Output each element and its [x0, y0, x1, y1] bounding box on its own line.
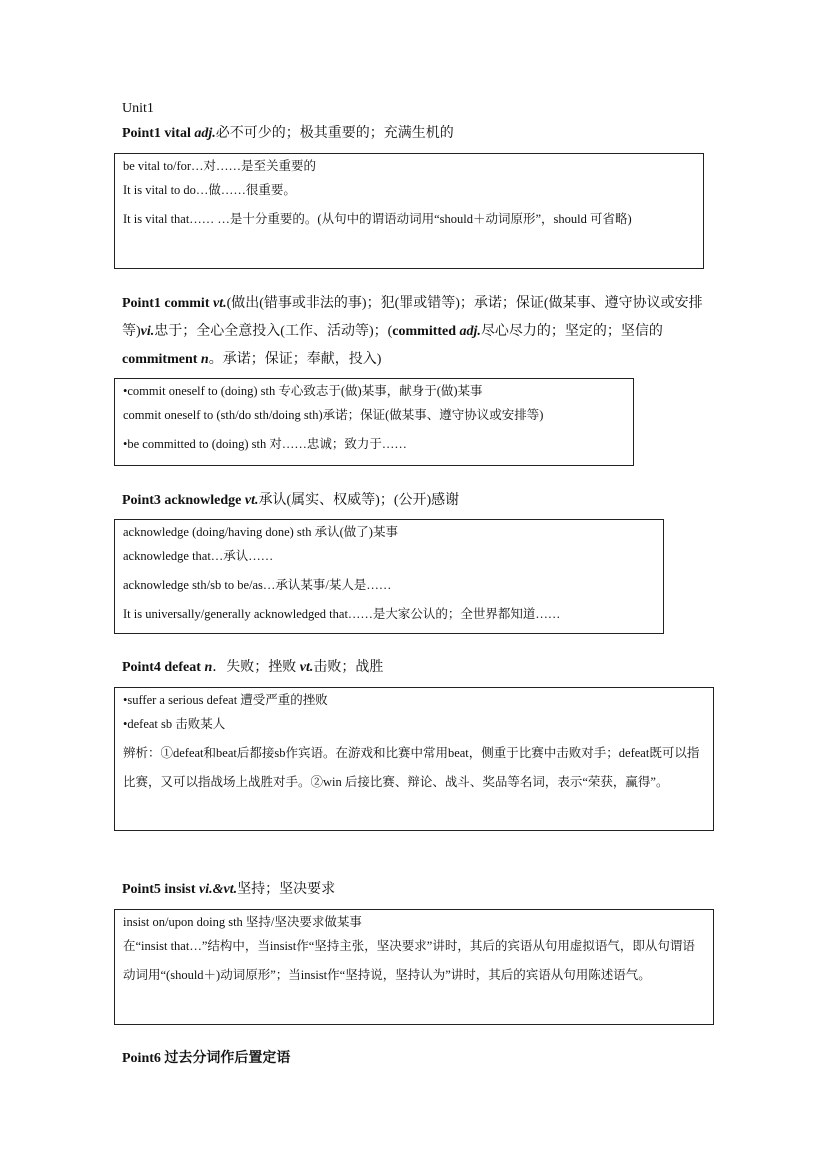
point-4-heading [122, 654, 712, 682]
point-3-word: Point3 acknowledge [122, 493, 245, 508]
point-3-line-2: acknowledge that…承认…… [123, 549, 274, 563]
point-5-line-1: insist on/upon doing sth 坚持/坚决要求做某事 [123, 915, 362, 929]
point-2-box [114, 378, 634, 466]
point-1-line-1: be vital to/for…对……是至关重要的 [123, 159, 317, 173]
point-3-line-1: acknowledge (doing/having done) sth 承认(做了)某事 [123, 525, 398, 539]
point-6-word: Point6 [122, 1051, 165, 1066]
point-2-meaning-n: 。承诺；保证；奉献，投入) [208, 352, 382, 367]
point-4-box [114, 687, 714, 831]
point-2-pos-vi: vi. [140, 324, 155, 339]
point-2-word: Point1 commit [122, 296, 213, 311]
point-4-pos-vt: vt. [299, 660, 314, 675]
point-3-meaning: 承认(属实、权威等)；(公开)感谢 [258, 493, 460, 508]
point-2-meaning-adj: 尽心尽力的；坚定的；坚信的 [480, 324, 663, 339]
point-4-pos-n: n [204, 660, 213, 675]
point-3-line-3: acknowledge sth/sb to be/as…承认某事/某人是…… [123, 578, 392, 592]
unit-title: Unit1 [122, 101, 154, 116]
point-5-pos: vi.&vt. [199, 882, 238, 897]
point-2-commitment: commitment [122, 352, 201, 367]
point-2-meaning-vt: (做出(错事或非法的事)；犯(罪或错等)；承诺；保证(做某事、遵守协议或安排等) [122, 296, 703, 339]
point-6-meaning: 过去分词作后置定语 [164, 1051, 291, 1066]
point-5-meaning: 坚持；坚决要求 [237, 882, 336, 897]
point-6-heading [122, 1045, 712, 1073]
point-5-line-2: 在“insist that…”结构中，当insist作“坚持主张，坚决要求”讲时，其后的宾语从句用虚拟语气，即从句谓语动词用“(should＋)动词原形”；当insist作“坚持说，坚持认为”讲时，其后的宾语从句用陈述语气。 [123, 939, 695, 982]
point-4-line-1: •suffer a serious defeat 遭受严重的挫败 [123, 693, 328, 707]
point-5-word: Point5 insist [122, 882, 200, 897]
point-3-line-4: It is universally/generally acknowledged that……是大家公认的；全世界都知道…… [123, 607, 561, 621]
point-2-line-3: •be committed to (doing) sth 对……忠诚；致力于…… [123, 437, 407, 451]
point-2-committed: committed [392, 324, 460, 339]
point-1-meaning: 必不可少的；极其重要的；充满生机的 [215, 126, 454, 141]
point-1-line-3: It is vital that…… …是十分重要的。(从句中的谓语动词用“should＋动词原形”，should 可省略) [123, 212, 632, 226]
point-1-word: Point1 vital [122, 126, 195, 141]
point-1-line-2: It is vital to do…做……很重要。 [123, 183, 296, 197]
point-1-box [114, 153, 704, 269]
point-2-line-1: •commit oneself to (doing) sth 专心致志于(做)某事，献身于(做)某事 [123, 384, 483, 398]
point-4-word: Point4 defeat [122, 660, 205, 675]
point-5-box [114, 909, 714, 1025]
point-2-heading [122, 290, 712, 374]
point-2-pos-n: n [200, 352, 209, 367]
point-4-line-2: •defeat sb 击败某人 [123, 717, 226, 731]
point-2-pos-adj: adj. [459, 324, 481, 339]
point-1-pos: adj. [194, 126, 216, 141]
point-3-pos: vt. [244, 493, 259, 508]
point-3-box [114, 519, 664, 634]
point-2-meaning-vi: 忠于；全心全意投入(工作、活动等)；( [154, 324, 393, 339]
point-4-meaning-vt: 击败；战胜 [313, 660, 384, 675]
point-3-heading [122, 487, 712, 515]
point-5-heading [122, 876, 712, 904]
point-2-pos-vt: vt. [212, 296, 227, 311]
point-4-line-3: 辨析：①defeat和beat后都接sb作宾语。在游戏和比赛中常用beat，侧重于比赛中击败对手；defeat既可以指比赛，又可以指战场上战胜对手。②win 后接比赛、辩论、战斗、奖品等名词，表示“荣获，赢得”。 [123, 746, 700, 789]
point-4-meaning-n: ．失败；挫败 [212, 660, 300, 675]
point-1-heading [122, 120, 712, 148]
point-2-line-2: commit oneself to (sth/do sth/doing sth)承诺；保证(做某事、遵守协议或安排等) [123, 408, 544, 422]
